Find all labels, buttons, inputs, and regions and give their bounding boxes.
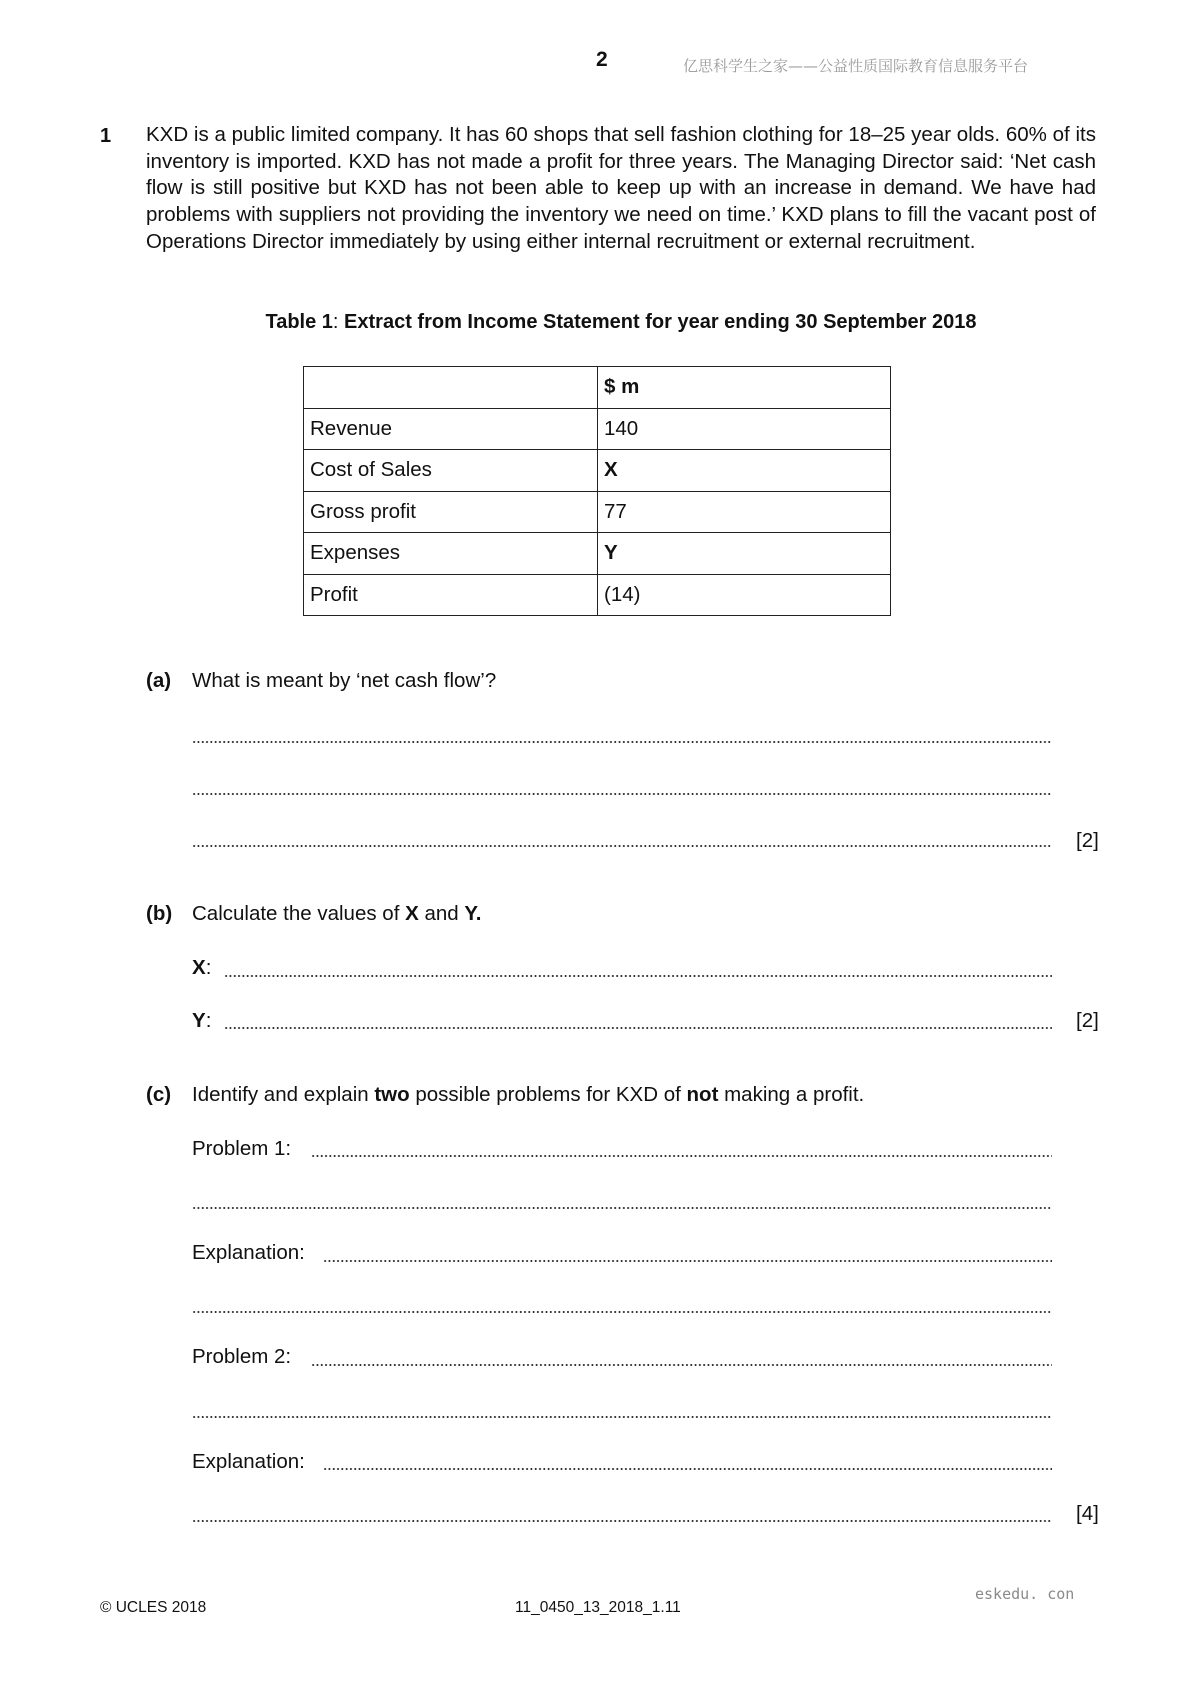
part-b-label: (b) — [146, 902, 173, 925]
question-number: 1 — [100, 125, 112, 147]
table-header-blank — [304, 367, 598, 409]
row-value: 77 — [598, 491, 891, 533]
row-label: Expenses — [304, 533, 598, 575]
answer-line-y[interactable] — [224, 1027, 1052, 1029]
footer-copyright: © UCLES 2018 — [100, 1599, 207, 1616]
income-statement-table — [303, 366, 891, 616]
part-b-text: Calculate the values of — [192, 902, 406, 925]
footer-site: eskedu. con — [975, 1585, 1075, 1603]
part-b-and: and — [418, 902, 465, 925]
answer-line-explanation-1b[interactable] — [192, 1311, 1052, 1313]
answer-line-problem-1[interactable] — [311, 1155, 1052, 1157]
table-header-row — [304, 367, 891, 409]
y-answer-label: Y: — [192, 1009, 212, 1032]
row-value: (14) — [598, 574, 891, 616]
part-b-y: Y. — [464, 902, 482, 925]
question-intro: KXD is a public limited company. It has 60 shops that sell fashion clothing for 18–25 year olds. 60% of its inventory is imported. KXD has not made a profit for three years. The Managing Director said: ‘Net cash flow is still positive but KXD has not been able to keep up with an increase in demand. We have had problems with suppliers not providing the inventory we need on time.’ KXD plans to fill the vacant post of Operations Director immediately by using either internal recruitment or external recruitment. — [146, 123, 1096, 253]
x-answer-label: X: — [192, 956, 212, 979]
table-caption-colon: : — [332, 311, 339, 333]
answer-line-a2[interactable] — [192, 793, 1052, 795]
table-row — [304, 574, 891, 616]
answer-line-x[interactable] — [224, 975, 1052, 977]
part-b-x: X — [405, 902, 419, 925]
part-a-question: What is meant by ‘net cash flow’? — [192, 669, 497, 692]
row-value: Y — [598, 533, 891, 575]
part-b-marks: [2] — [1076, 1009, 1099, 1032]
explanation-2-label: Explanation: — [192, 1450, 305, 1473]
answer-line-a3[interactable] — [192, 845, 1052, 847]
row-label: Gross profit — [304, 491, 598, 533]
table-caption-label: Table 1 — [265, 311, 333, 333]
explanation-1-label: Explanation: — [192, 1241, 305, 1264]
row-label: Revenue — [304, 408, 598, 450]
table-row — [304, 408, 891, 450]
row-value: 140 — [598, 408, 891, 450]
answer-line-explanation-1[interactable] — [323, 1260, 1052, 1262]
part-a-label: (a) — [146, 669, 172, 692]
table-caption-title: Extract from Income Statement for year ending 30 September 2018 — [344, 311, 977, 333]
part-c-label: (c) — [146, 1083, 172, 1106]
table-header-value: $ m — [598, 367, 891, 409]
answer-line-problem-2b[interactable] — [192, 1416, 1052, 1418]
watermark-text: 亿思科学生之家——公益性质国际教育信息服务平台 — [683, 57, 1029, 75]
part-c-marks: [4] — [1076, 1502, 1099, 1525]
footer-code: 11_0450_13_2018_1.11 — [515, 1599, 681, 1616]
table-row — [304, 491, 891, 533]
part-c-question: Identify and explain two possible problems for KXD of not making a profit. — [192, 1083, 865, 1106]
table-row — [304, 450, 891, 492]
row-value: X — [598, 450, 891, 492]
part-a-marks: [2] — [1076, 829, 1099, 852]
row-label: Cost of Sales — [304, 450, 598, 492]
answer-line-problem-2[interactable] — [311, 1364, 1052, 1366]
answer-line-explanation-2[interactable] — [323, 1468, 1052, 1470]
problem-1-label: Problem 1: — [192, 1137, 292, 1160]
answer-line-explanation-2b[interactable] — [192, 1520, 1052, 1522]
page-number: 2 — [596, 48, 608, 71]
table-caption — [146, 311, 1096, 334]
answer-line-a1[interactable] — [192, 741, 1052, 743]
row-label: Profit — [304, 574, 598, 616]
part-b-question — [192, 902, 482, 926]
table-row — [304, 533, 891, 575]
problem-2-label: Problem 2: — [192, 1345, 292, 1368]
answer-line-problem-1b[interactable] — [192, 1207, 1052, 1209]
